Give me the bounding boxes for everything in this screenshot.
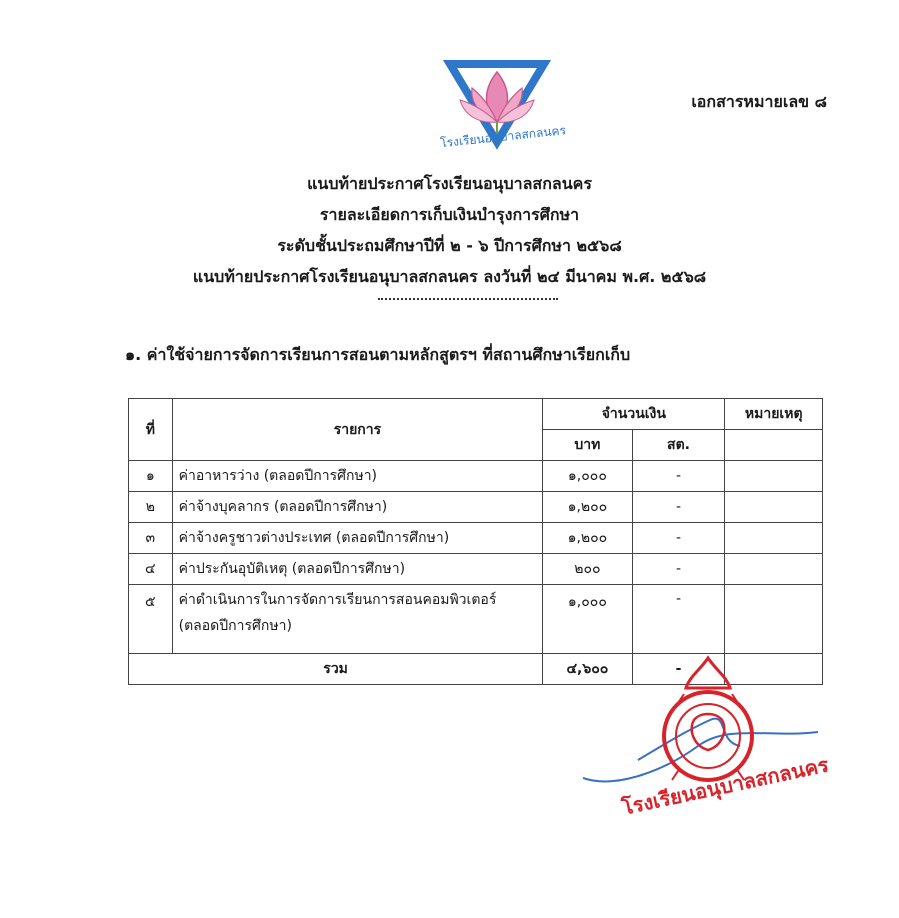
row-note — [725, 461, 823, 492]
table-row — [129, 523, 823, 554]
logo-caption: โรงเรียนอนุบาลสกลนคร — [439, 123, 567, 151]
row-item: ค่าจ้างบุคลากร (ตลอดปีการศึกษา) — [172, 492, 543, 523]
row-no: ๒ — [129, 492, 173, 523]
heading-line-3: ระดับชั้นประถมศึกษาปีที่ ๒ - ๖ ปีการศึกษา ๒๕๖๘ — [277, 236, 622, 255]
row-baht: ๒๐๐ — [543, 554, 632, 585]
document-headings — [0, 168, 899, 292]
row-satang: - — [632, 585, 725, 654]
table-row — [129, 461, 823, 492]
row-note — [725, 554, 823, 585]
table-row — [129, 585, 823, 654]
row-no: ๕ — [129, 585, 173, 654]
seal-crown-icon — [686, 658, 730, 688]
row-no: ๔ — [129, 554, 173, 585]
row-item: ค่าอาหารว่าง (ตลอดปีการศึกษา) — [172, 461, 543, 492]
row-item: ค่าประกันอุบัติเหตุ (ตลอดปีการศึกษา) — [172, 554, 543, 585]
row-baht: ๑,๒๐๐ — [543, 492, 632, 523]
header-note: หมายเหตุ — [725, 399, 823, 430]
total-baht: ๔,๖๐๐ — [543, 654, 632, 685]
heading-line-2: รายละเอียดการเก็บเงินบำรุงการศึกษา — [319, 205, 580, 224]
header-item: รายการ — [172, 399, 543, 461]
table-row — [129, 554, 823, 585]
header-baht: บาท — [543, 430, 632, 461]
row-satang: - — [632, 461, 725, 492]
row-note — [725, 492, 823, 523]
table-row — [129, 492, 823, 523]
fee-table — [128, 398, 823, 685]
row-no: ๑ — [129, 461, 173, 492]
row-note — [725, 523, 823, 554]
row-baht: ๑,๐๐๐ — [543, 461, 632, 492]
document-number: เอกสารหมายเลข ๘ — [691, 92, 827, 111]
header-no: ที่ — [129, 399, 173, 461]
row-item — [172, 585, 543, 654]
seal-caption: โรงเรียนอนุบาลสกลนคร — [619, 752, 831, 820]
header-note-empty — [725, 430, 823, 461]
row-item-line-1: ค่าดำเนินการในการจัดการเรียนการสอนคอมพิวเตอร์ — [178, 592, 497, 608]
header-amount: จำนวนเงิน — [543, 399, 725, 430]
row-satang: - — [632, 554, 725, 585]
row-note — [725, 585, 823, 654]
row-satang: - — [632, 523, 725, 554]
total-label: รวม — [129, 654, 543, 685]
row-satang: - — [632, 492, 725, 523]
row-baht: ๑,๒๐๐ — [543, 523, 632, 554]
row-no: ๓ — [129, 523, 173, 554]
heading-line-1: แนบท้ายประกาศโรงเรียนอนุบาลสกลนคร — [307, 174, 592, 193]
header-satang: สต. — [632, 430, 725, 461]
section-title: ๑. ค่าใช้จ่ายการจัดการเรียนการสอนตามหลักสูตรฯ ที่สถานศึกษาเรียกเก็บ — [125, 345, 631, 364]
row-baht: ๑,๐๐๐ — [543, 585, 632, 654]
row-item-line-2: (ตลอดปีการศึกษา) — [178, 618, 292, 634]
total-satang: - — [632, 654, 725, 685]
heading-line-4: แนบท้ายประกาศโรงเรียนอนุบาลสกลนคร ลงวันที่ ๒๔ มีนาคม พ.ศ. ๒๕๖๘ — [192, 267, 707, 286]
row-item: ค่าจ้างครูชาวต่างประเทศ (ตลอดปีการศึกษา) — [172, 523, 543, 554]
dotted-divider — [378, 292, 558, 300]
